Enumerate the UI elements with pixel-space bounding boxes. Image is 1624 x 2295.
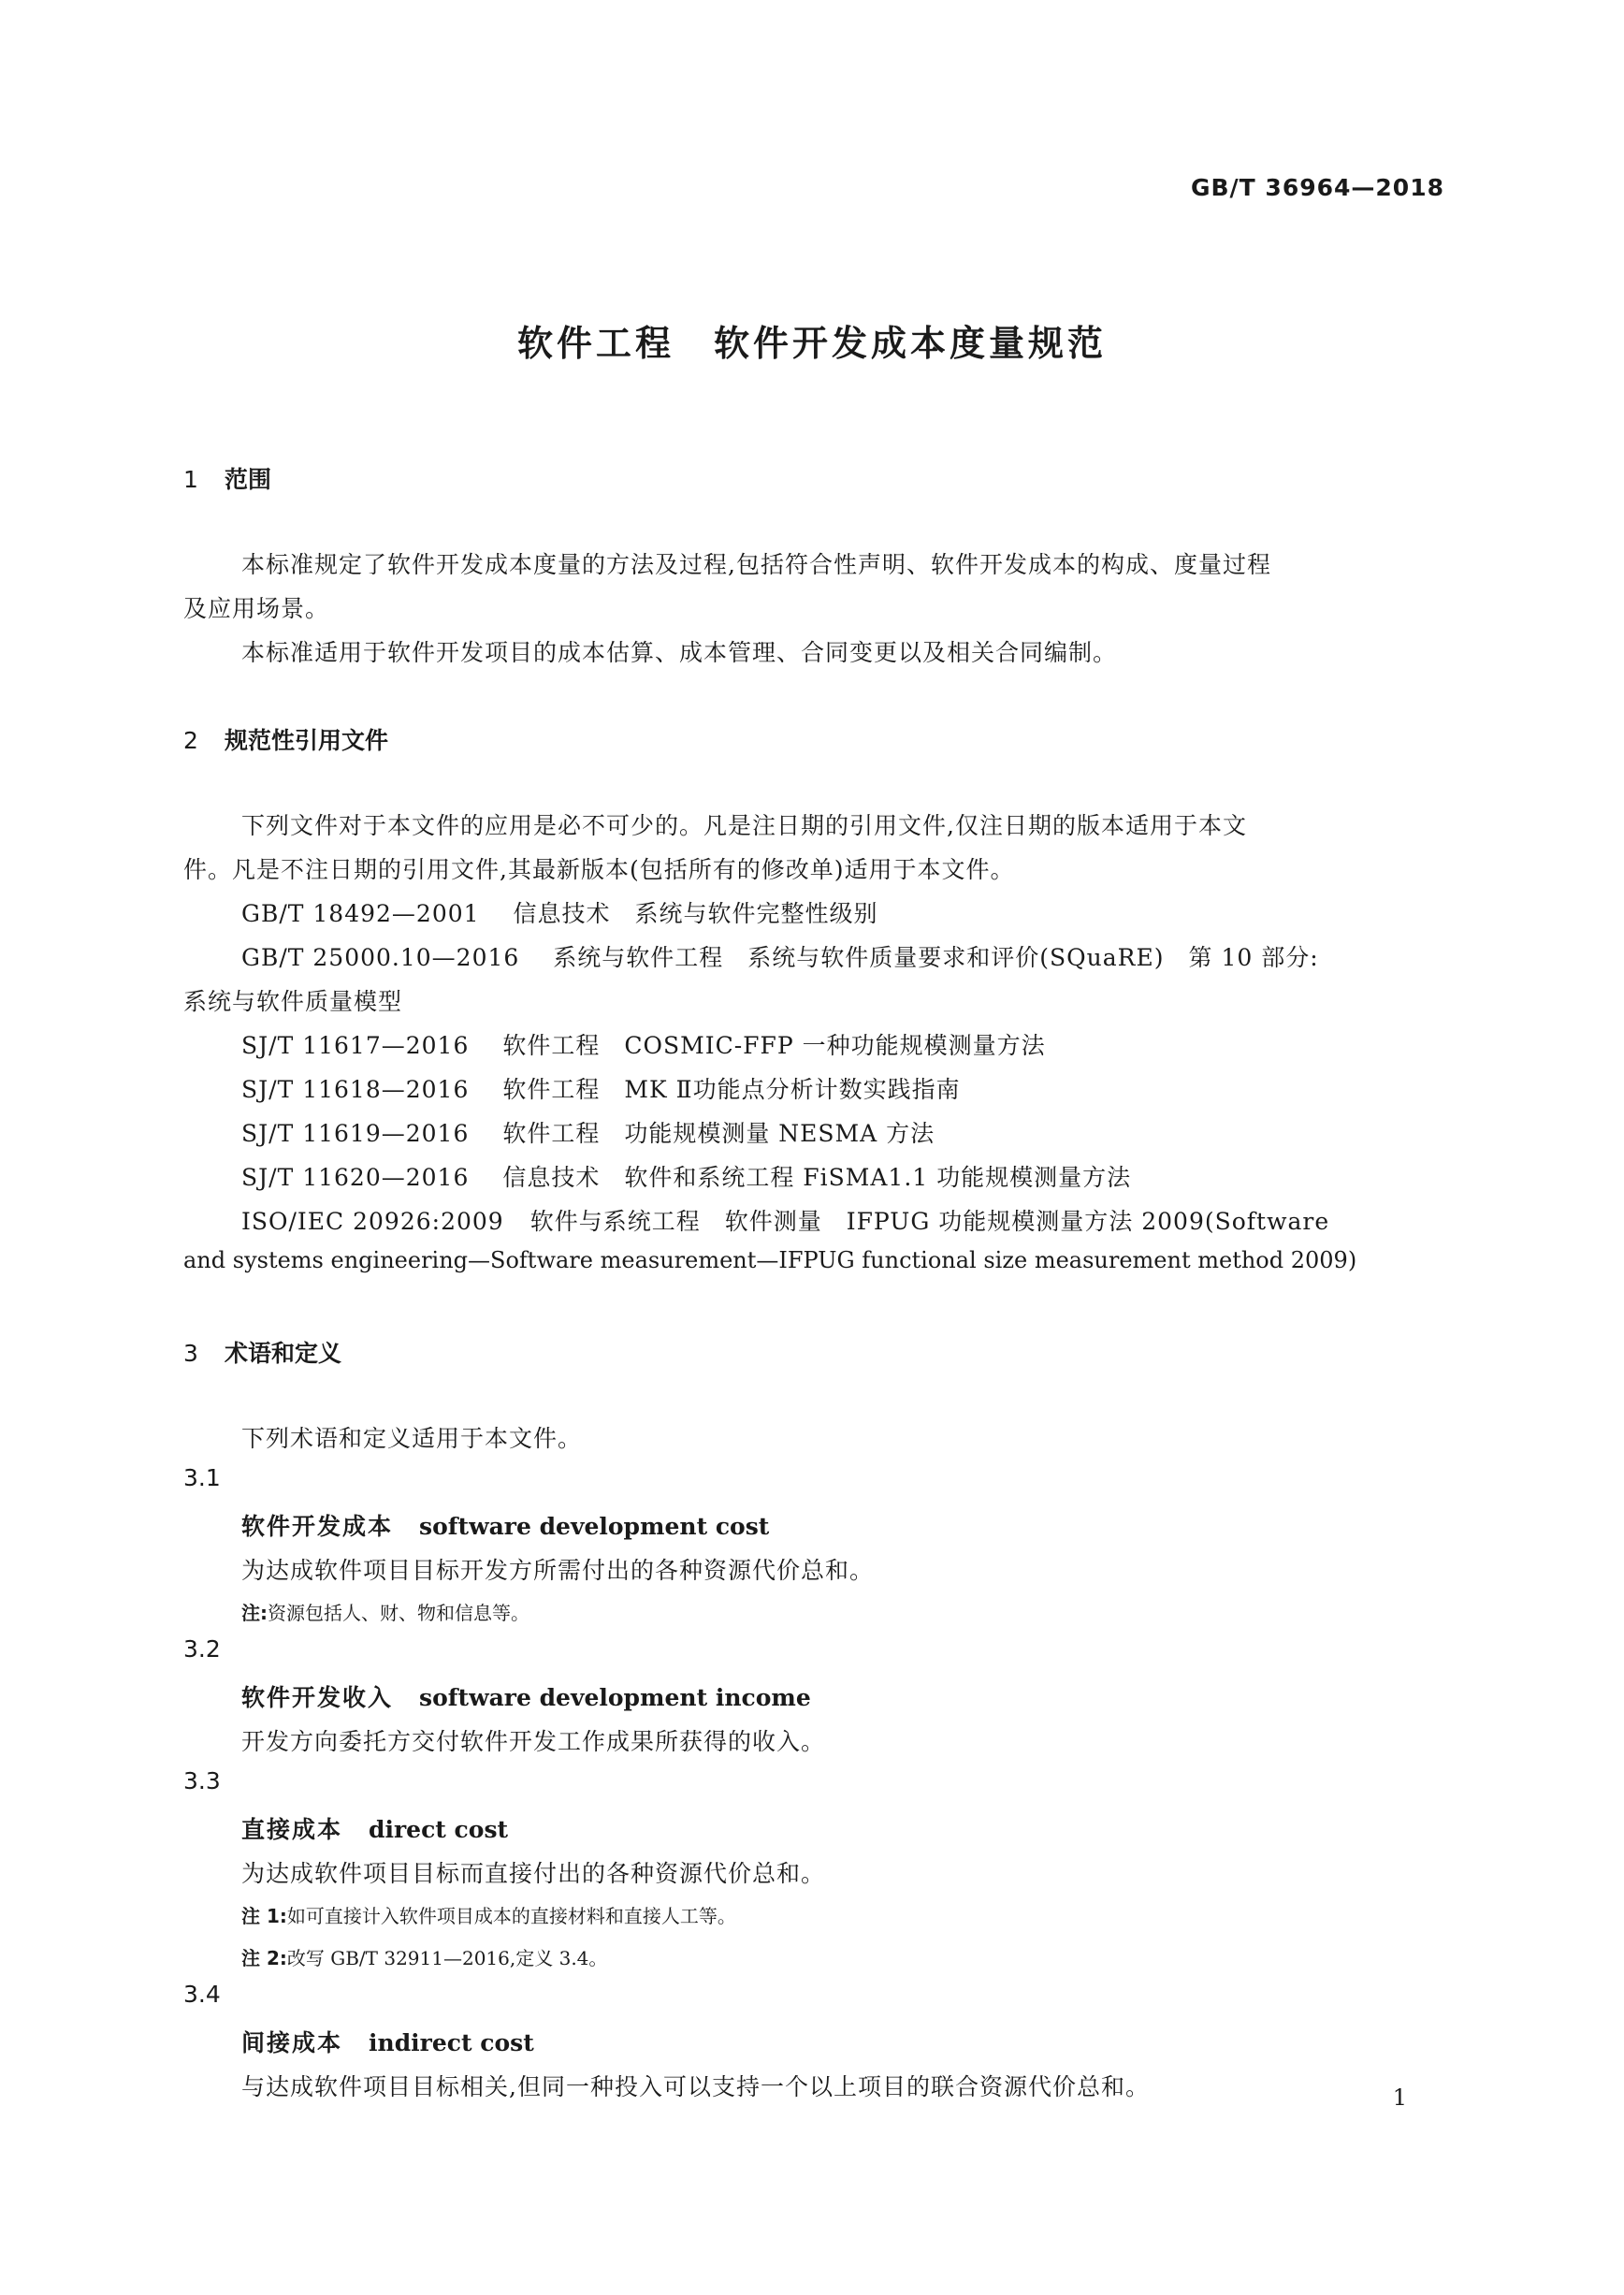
reference-item	[241, 1115, 935, 1149]
reference-item	[241, 1203, 1329, 1237]
reference-title: 软件工程 COSMIC-FFP 一种功能规模测量方法	[502, 1032, 1046, 1059]
note-label: 注:	[241, 1602, 268, 1624]
standard-code: GB/T 36964—2018	[1190, 174, 1444, 201]
reference-item	[241, 895, 878, 929]
term-name-en: software development income	[419, 1684, 811, 1711]
note-text: 资源包括人、财、物和信息等。	[268, 1602, 529, 1624]
term-note	[241, 1943, 607, 1970]
term-name-en: direct cost	[369, 1816, 509, 1843]
term-name-zh: 间接成本	[241, 2029, 343, 2056]
paragraph-line: 下列文件对于本文件的应用是必不可少的。凡是注日期的引用文件,仅注日期的版本适用于本文	[241, 812, 1247, 839]
term-definition: 与达成软件项目目标相关,但同一种投入可以支持一个以上项目的联合资源代价总和。	[241, 2073, 1150, 2100]
reference-item	[241, 1071, 961, 1105]
reference-title: 软件与系统工程 软件测量 IFPUG 功能规模测量方法 2009(Software	[529, 1208, 1330, 1235]
term-number: 3.1	[183, 1464, 221, 1491]
note-label: 注 2:	[241, 1947, 287, 1969]
term-name	[241, 1508, 769, 1542]
note-text: 如可直接计入软件项目成本的直接材料和直接人工等。	[286, 1905, 736, 1927]
document-title: 软件工程 软件开发成本度量规范	[516, 323, 1107, 364]
reference-title: 系统与软件工程 系统与软件质量要求和评价(SQuaRE) 第 10 部分:	[553, 944, 1319, 971]
term-definition: 开发方向委托方交付软件开发工作成果所获得的收入。	[241, 1728, 826, 1755]
reference-code: ISO/IEC 20926:2009	[241, 1208, 504, 1235]
reference-code: GB/T 18492—2001	[241, 900, 480, 927]
reference-title: 信息技术 软件和系统工程 FiSMA1.1 功能规模测量方法	[502, 1164, 1132, 1191]
paragraph-line: 下列术语和定义适用于本文件。	[241, 1425, 583, 1452]
reference-code: SJ/T 11618—2016	[241, 1076, 470, 1103]
term-name	[241, 1811, 508, 1845]
term-name-zh: 软件开发收入	[241, 1684, 394, 1711]
term-name-en: indirect cost	[369, 2029, 534, 2056]
paragraph-line: 及应用场景。	[183, 595, 330, 622]
term-name	[241, 1679, 811, 1713]
term-definition: 为达成软件项目目标开发方所需付出的各种资源代价总和。	[241, 1557, 875, 1584]
reference-item	[241, 1027, 1046, 1061]
term-note	[241, 1901, 736, 1928]
note-text: 改写 GB/T 32911—2016,定义 3.4。	[286, 1947, 608, 1969]
reference-title-continued: and systems engineering—Software measurement—IFPUG functional size measurement method 2009)	[183, 1247, 1357, 1273]
term-name-en: software development cost	[419, 1513, 770, 1540]
reference-code: SJ/T 11620—2016	[241, 1164, 470, 1191]
section-heading-scope	[183, 461, 271, 495]
paragraph-line: 本标准适用于软件开发项目的成本估算、成本管理、合同变更以及相关合同编制。	[241, 639, 1118, 666]
paragraph-line: 本标准规定了软件开发成本度量的方法及过程,包括符合性声明、软件开发成本的构成、度量过程	[241, 551, 1271, 578]
section-title: 规范性引用文件	[225, 727, 389, 754]
note-label: 注 1:	[241, 1905, 287, 1927]
reference-title-continued: 系统与软件质量模型	[183, 988, 403, 1015]
term-name-zh: 直接成本	[241, 1816, 343, 1843]
section-title: 范围	[225, 466, 272, 493]
page-number: 1	[1392, 2084, 1407, 2111]
term-note	[241, 1598, 529, 1625]
paragraph-line: 件。凡是不注日期的引用文件,其最新版本(包括所有的修改单)适用于本文件。	[183, 856, 1015, 883]
reference-title: 软件工程 MK Ⅱ功能点分析计数实践指南	[502, 1076, 961, 1103]
section-number: 1	[183, 466, 198, 493]
section-number: 2	[183, 727, 198, 754]
reference-item	[241, 1159, 1131, 1193]
term-name	[241, 2025, 534, 2058]
term-number: 3.3	[183, 1767, 221, 1794]
reference-code: SJ/T 11619—2016	[241, 1120, 470, 1147]
reference-code: SJ/T 11617—2016	[241, 1032, 470, 1059]
reference-code: GB/T 25000.10—2016	[241, 944, 520, 971]
reference-title: 软件工程 功能规模测量 NESMA 方法	[502, 1120, 935, 1147]
reference-item	[241, 939, 1319, 973]
section-number: 3	[183, 1340, 198, 1367]
term-number: 3.2	[183, 1635, 221, 1663]
section-title: 术语和定义	[225, 1340, 342, 1367]
term-name-zh: 软件开发成本	[241, 1513, 394, 1540]
term-definition: 为达成软件项目目标而直接付出的各种资源代价总和。	[241, 1860, 826, 1887]
reference-title: 信息技术 系统与软件完整性级别	[513, 900, 878, 927]
section-heading-normative-references	[183, 722, 388, 756]
section-heading-terms-and-definitions	[183, 1335, 341, 1369]
term-number: 3.4	[183, 1981, 221, 2008]
